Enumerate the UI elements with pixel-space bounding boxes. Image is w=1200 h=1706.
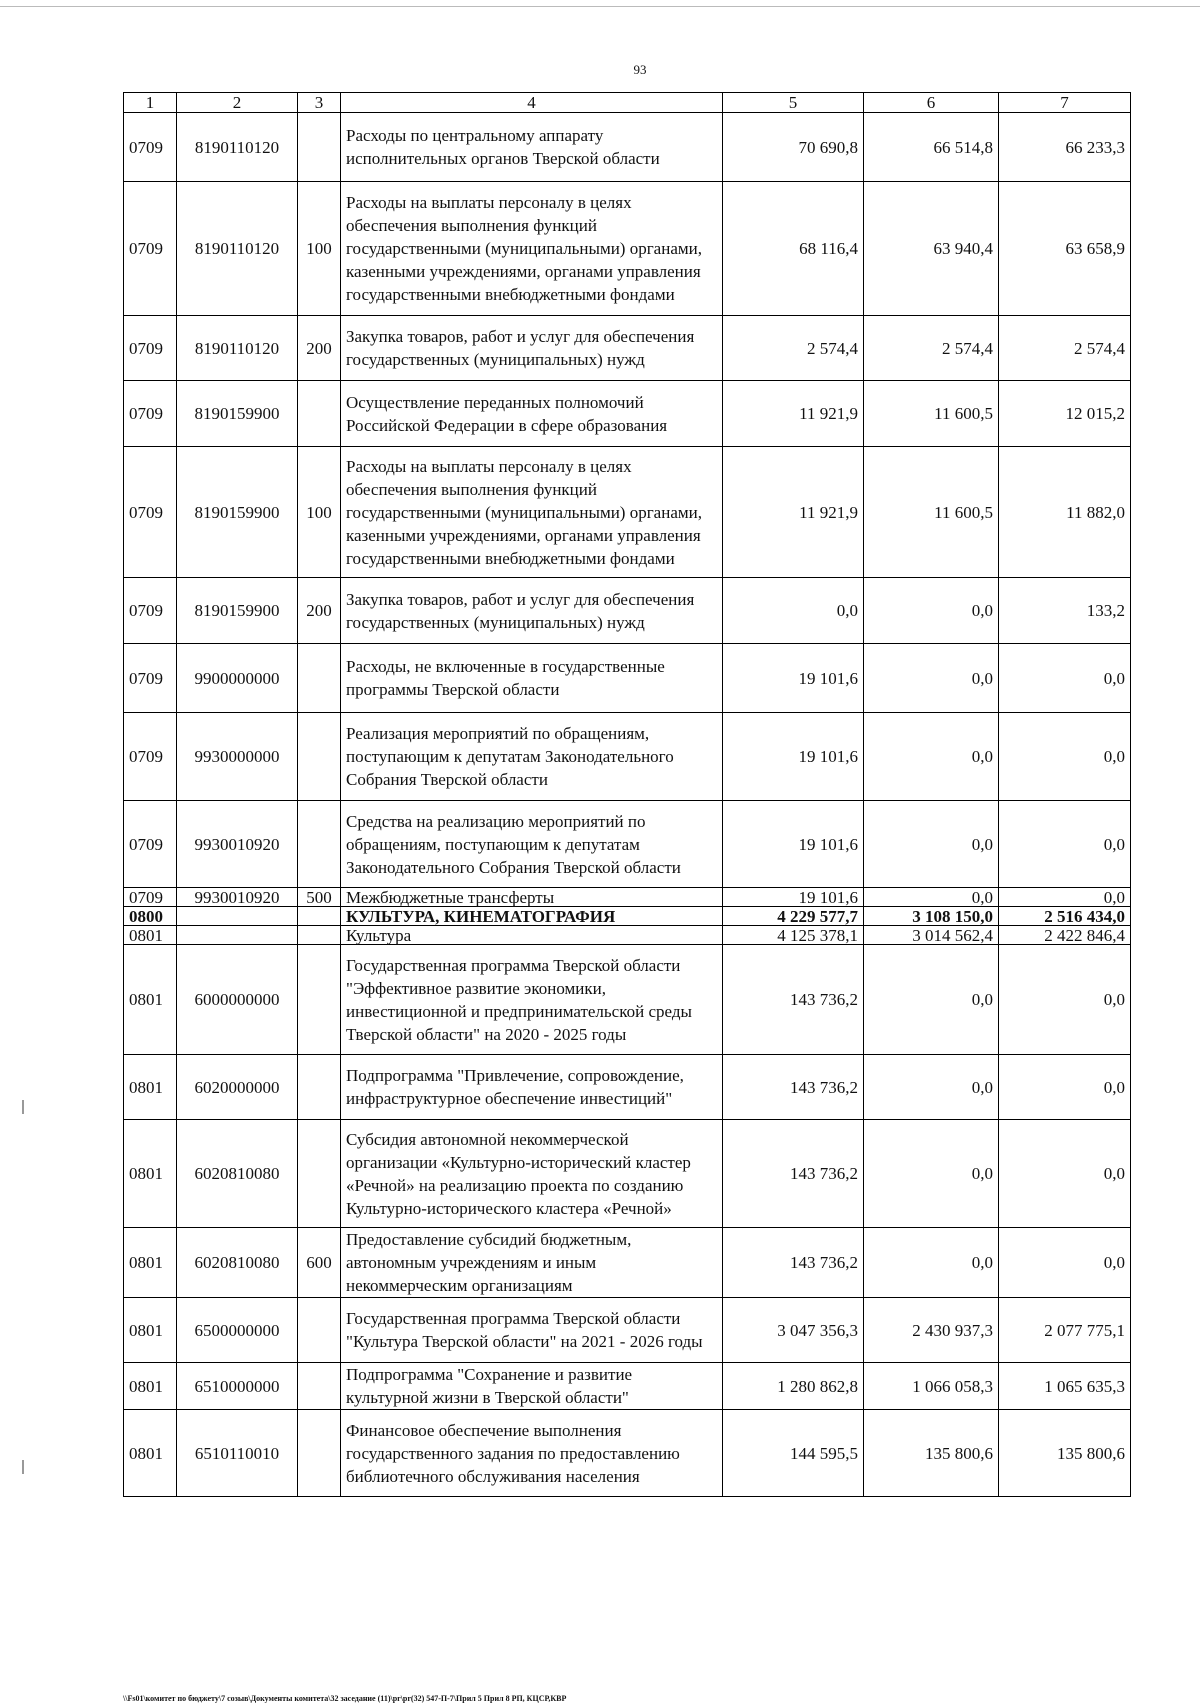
amount-2026-cell: 0,0	[999, 945, 1131, 1055]
item-name-cell: Подпрограмма "Сохранение и развитие культурной жизни в Тверской области"	[341, 1363, 723, 1410]
target-article-code-cell	[177, 907, 298, 926]
expense-type-code-cell	[298, 1410, 341, 1497]
expense-type-code-cell: 100	[298, 182, 341, 316]
amount-2025-cell: 2 574,4	[864, 316, 999, 381]
table-row	[124, 182, 1131, 316]
table-row	[124, 907, 1131, 926]
item-name-cell: Закупка товаров, работ и услуг для обеспечения государственных (муниципальных) нужд	[341, 316, 723, 381]
table-row	[124, 447, 1131, 578]
file-path-footer: \\Fs01\комитет по бюджету\7 созыв\Документы комитета\32 заседание (11)\pr\pr(32) 547-П-7\Прил 5 Прил 8 РП, КЦСР,КВР	[123, 1694, 567, 1703]
table-row	[124, 644, 1131, 713]
expense-type-code-cell	[298, 113, 341, 182]
amount-2024-cell: 70 690,8	[723, 113, 864, 182]
expense-type-code-cell	[298, 926, 341, 945]
table-row	[124, 381, 1131, 447]
column-header: 1	[124, 93, 177, 113]
section-code-cell: 0709	[124, 713, 177, 801]
section-code-cell: 0801	[124, 945, 177, 1055]
amount-2026-cell: 66 233,3	[999, 113, 1131, 182]
amount-2025-cell: 0,0	[864, 945, 999, 1055]
section-code-cell: 0801	[124, 1228, 177, 1298]
section-code-cell: 0801	[124, 926, 177, 945]
column-header: 5	[723, 93, 864, 113]
amount-2024-cell: 11 921,9	[723, 447, 864, 578]
column-header: 2	[177, 93, 298, 113]
item-name-cell: Межбюджетные трансферты	[341, 888, 723, 907]
amount-2025-cell: 63 940,4	[864, 182, 999, 316]
target-article-code-cell: 6500000000	[177, 1298, 298, 1363]
target-article-code-cell: 9930010920	[177, 801, 298, 888]
expense-type-code-cell: 500	[298, 888, 341, 907]
column-header: 3	[298, 93, 341, 113]
table-row	[124, 113, 1131, 182]
expense-type-code-cell	[298, 1120, 341, 1228]
column-header: 4	[341, 93, 723, 113]
budget-table	[123, 92, 1131, 1497]
table-row	[124, 1298, 1131, 1363]
expense-type-code-cell	[298, 713, 341, 801]
page-number: 93	[633, 62, 647, 77]
amount-2024-cell: 3 047 356,3	[723, 1298, 864, 1363]
section-code-cell: 0801	[124, 1120, 177, 1228]
amount-2025-cell: 11 600,5	[864, 381, 999, 447]
amount-2026-cell: 2 422 846,4	[999, 926, 1131, 945]
amount-2024-cell: 144 595,5	[723, 1410, 864, 1497]
amount-2025-cell: 0,0	[864, 578, 999, 644]
amount-2025-cell: 0,0	[864, 888, 999, 907]
amount-2024-cell: 143 736,2	[723, 945, 864, 1055]
expense-type-code-cell	[298, 1363, 341, 1410]
item-name-cell: Финансовое обеспечение выполнения государственного задания по предоставлению библиотечного обслуживания населения	[341, 1410, 723, 1497]
table-row	[124, 1228, 1131, 1298]
section-code-cell: 0709	[124, 888, 177, 907]
item-name-cell: Подпрограмма "Привлечение, сопровождение, инфраструктурное обеспечение инвестиций"	[341, 1055, 723, 1120]
expense-type-code-cell	[298, 1055, 341, 1120]
amount-2026-cell: 0,0	[999, 1228, 1131, 1298]
amount-2024-cell: 2 574,4	[723, 316, 864, 381]
section-code-cell: 0800	[124, 907, 177, 926]
amount-2024-cell: 11 921,9	[723, 381, 864, 447]
item-name-cell: Реализация мероприятий по обращениям, поступающим к депутатам Законодательного Собрания Тверской области	[341, 713, 723, 801]
table-row	[124, 713, 1131, 801]
target-article-code-cell: 8190159900	[177, 447, 298, 578]
amount-2025-cell: 0,0	[864, 713, 999, 801]
target-article-code-cell: 8190110120	[177, 113, 298, 182]
amount-2026-cell: 2 516 434,0	[999, 907, 1131, 926]
amount-2025-cell: 11 600,5	[864, 447, 999, 578]
amount-2024-cell: 19 101,6	[723, 888, 864, 907]
item-name-cell: Предоставление субсидий бюджетным, автономным учреждениям и иным некоммерческим организациям	[341, 1228, 723, 1298]
expense-type-code-cell	[298, 801, 341, 888]
scan-margin-mark	[22, 1100, 24, 1114]
section-code-cell: 0801	[124, 1410, 177, 1497]
column-header: 6	[864, 93, 999, 113]
expense-type-code-cell: 100	[298, 447, 341, 578]
amount-2024-cell: 68 116,4	[723, 182, 864, 316]
item-name-cell: Закупка товаров, работ и услуг для обеспечения государственных (муниципальных) нужд	[341, 578, 723, 644]
item-name-cell: Культура	[341, 926, 723, 945]
amount-2026-cell: 12 015,2	[999, 381, 1131, 447]
section-code-cell: 0709	[124, 381, 177, 447]
target-article-code-cell: 6020810080	[177, 1228, 298, 1298]
amount-2024-cell: 19 101,6	[723, 644, 864, 713]
target-article-code-cell	[177, 926, 298, 945]
amount-2025-cell: 0,0	[864, 1228, 999, 1298]
table-row	[124, 1410, 1131, 1497]
amount-2026-cell: 0,0	[999, 801, 1131, 888]
target-article-code-cell: 6000000000	[177, 945, 298, 1055]
amount-2025-cell: 1 066 058,3	[864, 1363, 999, 1410]
target-article-code-cell: 9900000000	[177, 644, 298, 713]
amount-2026-cell: 0,0	[999, 1055, 1131, 1120]
target-article-code-cell: 8190159900	[177, 381, 298, 447]
table-row	[124, 1363, 1131, 1410]
section-code-cell: 0801	[124, 1055, 177, 1120]
scan-margin-mark	[22, 1460, 24, 1474]
amount-2025-cell: 0,0	[864, 1055, 999, 1120]
item-name-cell: Средства на реализацию мероприятий по обращениям, поступающим к депутатам Законодательного Собрания Тверской области	[341, 801, 723, 888]
amount-2026-cell: 0,0	[999, 1120, 1131, 1228]
table-body	[124, 113, 1131, 1497]
section-code-cell: 0709	[124, 644, 177, 713]
expense-type-code-cell	[298, 907, 341, 926]
amount-2024-cell: 4 125 378,1	[723, 926, 864, 945]
table-row	[124, 578, 1131, 644]
column-number-row	[124, 93, 1131, 113]
section-code-cell: 0801	[124, 1363, 177, 1410]
expense-type-code-cell: 600	[298, 1228, 341, 1298]
item-name-cell: Субсидия автономной некоммерческой организации «Культурно-исторический кластер «Речной» на реализацию проекта по созданию Культурно-исторического кластера «Речной»	[341, 1120, 723, 1228]
table-row	[124, 316, 1131, 381]
item-name-cell: Расходы по центральному аппарату исполнительных органов Тверской области	[341, 113, 723, 182]
amount-2026-cell: 2 077 775,1	[999, 1298, 1131, 1363]
amount-2026-cell: 133,2	[999, 578, 1131, 644]
amount-2025-cell: 0,0	[864, 801, 999, 888]
amount-2026-cell: 1 065 635,3	[999, 1363, 1131, 1410]
section-code-cell: 0709	[124, 801, 177, 888]
item-name-cell: КУЛЬТУРА, КИНЕМАТОГРАФИЯ	[341, 907, 723, 926]
amount-2025-cell: 0,0	[864, 1120, 999, 1228]
section-code-cell: 0709	[124, 578, 177, 644]
item-name-cell: Государственная программа Тверской области "Культура Тверской области" на 2021 - 2026 годы	[341, 1298, 723, 1363]
target-article-code-cell: 9930000000	[177, 713, 298, 801]
amount-2024-cell: 143 736,2	[723, 1228, 864, 1298]
scan-edge-line	[0, 6, 1200, 7]
amount-2026-cell: 135 800,6	[999, 1410, 1131, 1497]
section-code-cell: 0709	[124, 113, 177, 182]
target-article-code-cell: 8190110120	[177, 182, 298, 316]
amount-2024-cell: 143 736,2	[723, 1055, 864, 1120]
section-code-cell: 0709	[124, 316, 177, 381]
target-article-code-cell: 6510000000	[177, 1363, 298, 1410]
expense-type-code-cell	[298, 644, 341, 713]
item-name-cell: Расходы на выплаты персоналу в целях обеспечения выполнения функций государственными (муниципальными) органами, казенными учреждениями, органами управления государственными внебюджетными фондами	[341, 447, 723, 578]
table-row	[124, 926, 1131, 945]
amount-2024-cell: 143 736,2	[723, 1120, 864, 1228]
amount-2025-cell: 66 514,8	[864, 113, 999, 182]
amount-2025-cell: 135 800,6	[864, 1410, 999, 1497]
amount-2026-cell: 0,0	[999, 644, 1131, 713]
expense-type-code-cell: 200	[298, 578, 341, 644]
column-header: 7	[999, 93, 1131, 113]
amount-2024-cell: 19 101,6	[723, 801, 864, 888]
amount-2025-cell: 3 014 562,4	[864, 926, 999, 945]
expense-type-code-cell: 200	[298, 316, 341, 381]
item-name-cell: Осуществление переданных полномочий Российской Федерации в сфере образования	[341, 381, 723, 447]
target-article-code-cell: 6020000000	[177, 1055, 298, 1120]
target-article-code-cell: 9930010920	[177, 888, 298, 907]
amount-2025-cell: 2 430 937,3	[864, 1298, 999, 1363]
expense-type-code-cell	[298, 1298, 341, 1363]
section-code-cell: 0801	[124, 1298, 177, 1363]
table-row	[124, 801, 1131, 888]
amount-2026-cell: 63 658,9	[999, 182, 1131, 316]
expense-type-code-cell	[298, 945, 341, 1055]
target-article-code-cell: 8190159900	[177, 578, 298, 644]
section-code-cell: 0709	[124, 182, 177, 316]
table-row	[124, 1055, 1131, 1120]
amount-2026-cell: 0,0	[999, 888, 1131, 907]
target-article-code-cell: 8190110120	[177, 316, 298, 381]
amount-2025-cell: 0,0	[864, 644, 999, 713]
amount-2024-cell: 0,0	[723, 578, 864, 644]
amount-2024-cell: 4 229 577,7	[723, 907, 864, 926]
amount-2024-cell: 1 280 862,8	[723, 1363, 864, 1410]
amount-2026-cell: 11 882,0	[999, 447, 1131, 578]
section-code-cell: 0709	[124, 447, 177, 578]
table-row	[124, 888, 1131, 907]
item-name-cell: Государственная программа Тверской области "Эффективное развитие экономики, инвестиционной и предпринимательской среды Тверской области" на 2020 - 2025 годы	[341, 945, 723, 1055]
target-article-code-cell: 6020810080	[177, 1120, 298, 1228]
table-row	[124, 945, 1131, 1055]
amount-2026-cell: 2 574,4	[999, 316, 1131, 381]
amount-2026-cell: 0,0	[999, 713, 1131, 801]
item-name-cell: Расходы, не включенные в государственные программы Тверской области	[341, 644, 723, 713]
amount-2024-cell: 19 101,6	[723, 713, 864, 801]
target-article-code-cell: 6510110010	[177, 1410, 298, 1497]
item-name-cell: Расходы на выплаты персоналу в целях обеспечения выполнения функций государственными (муниципальными) органами, казенными учреждениями, органами управления государственными внебюджетными фондами	[341, 182, 723, 316]
amount-2025-cell: 3 108 150,0	[864, 907, 999, 926]
table-row	[124, 1120, 1131, 1228]
expense-type-code-cell	[298, 381, 341, 447]
